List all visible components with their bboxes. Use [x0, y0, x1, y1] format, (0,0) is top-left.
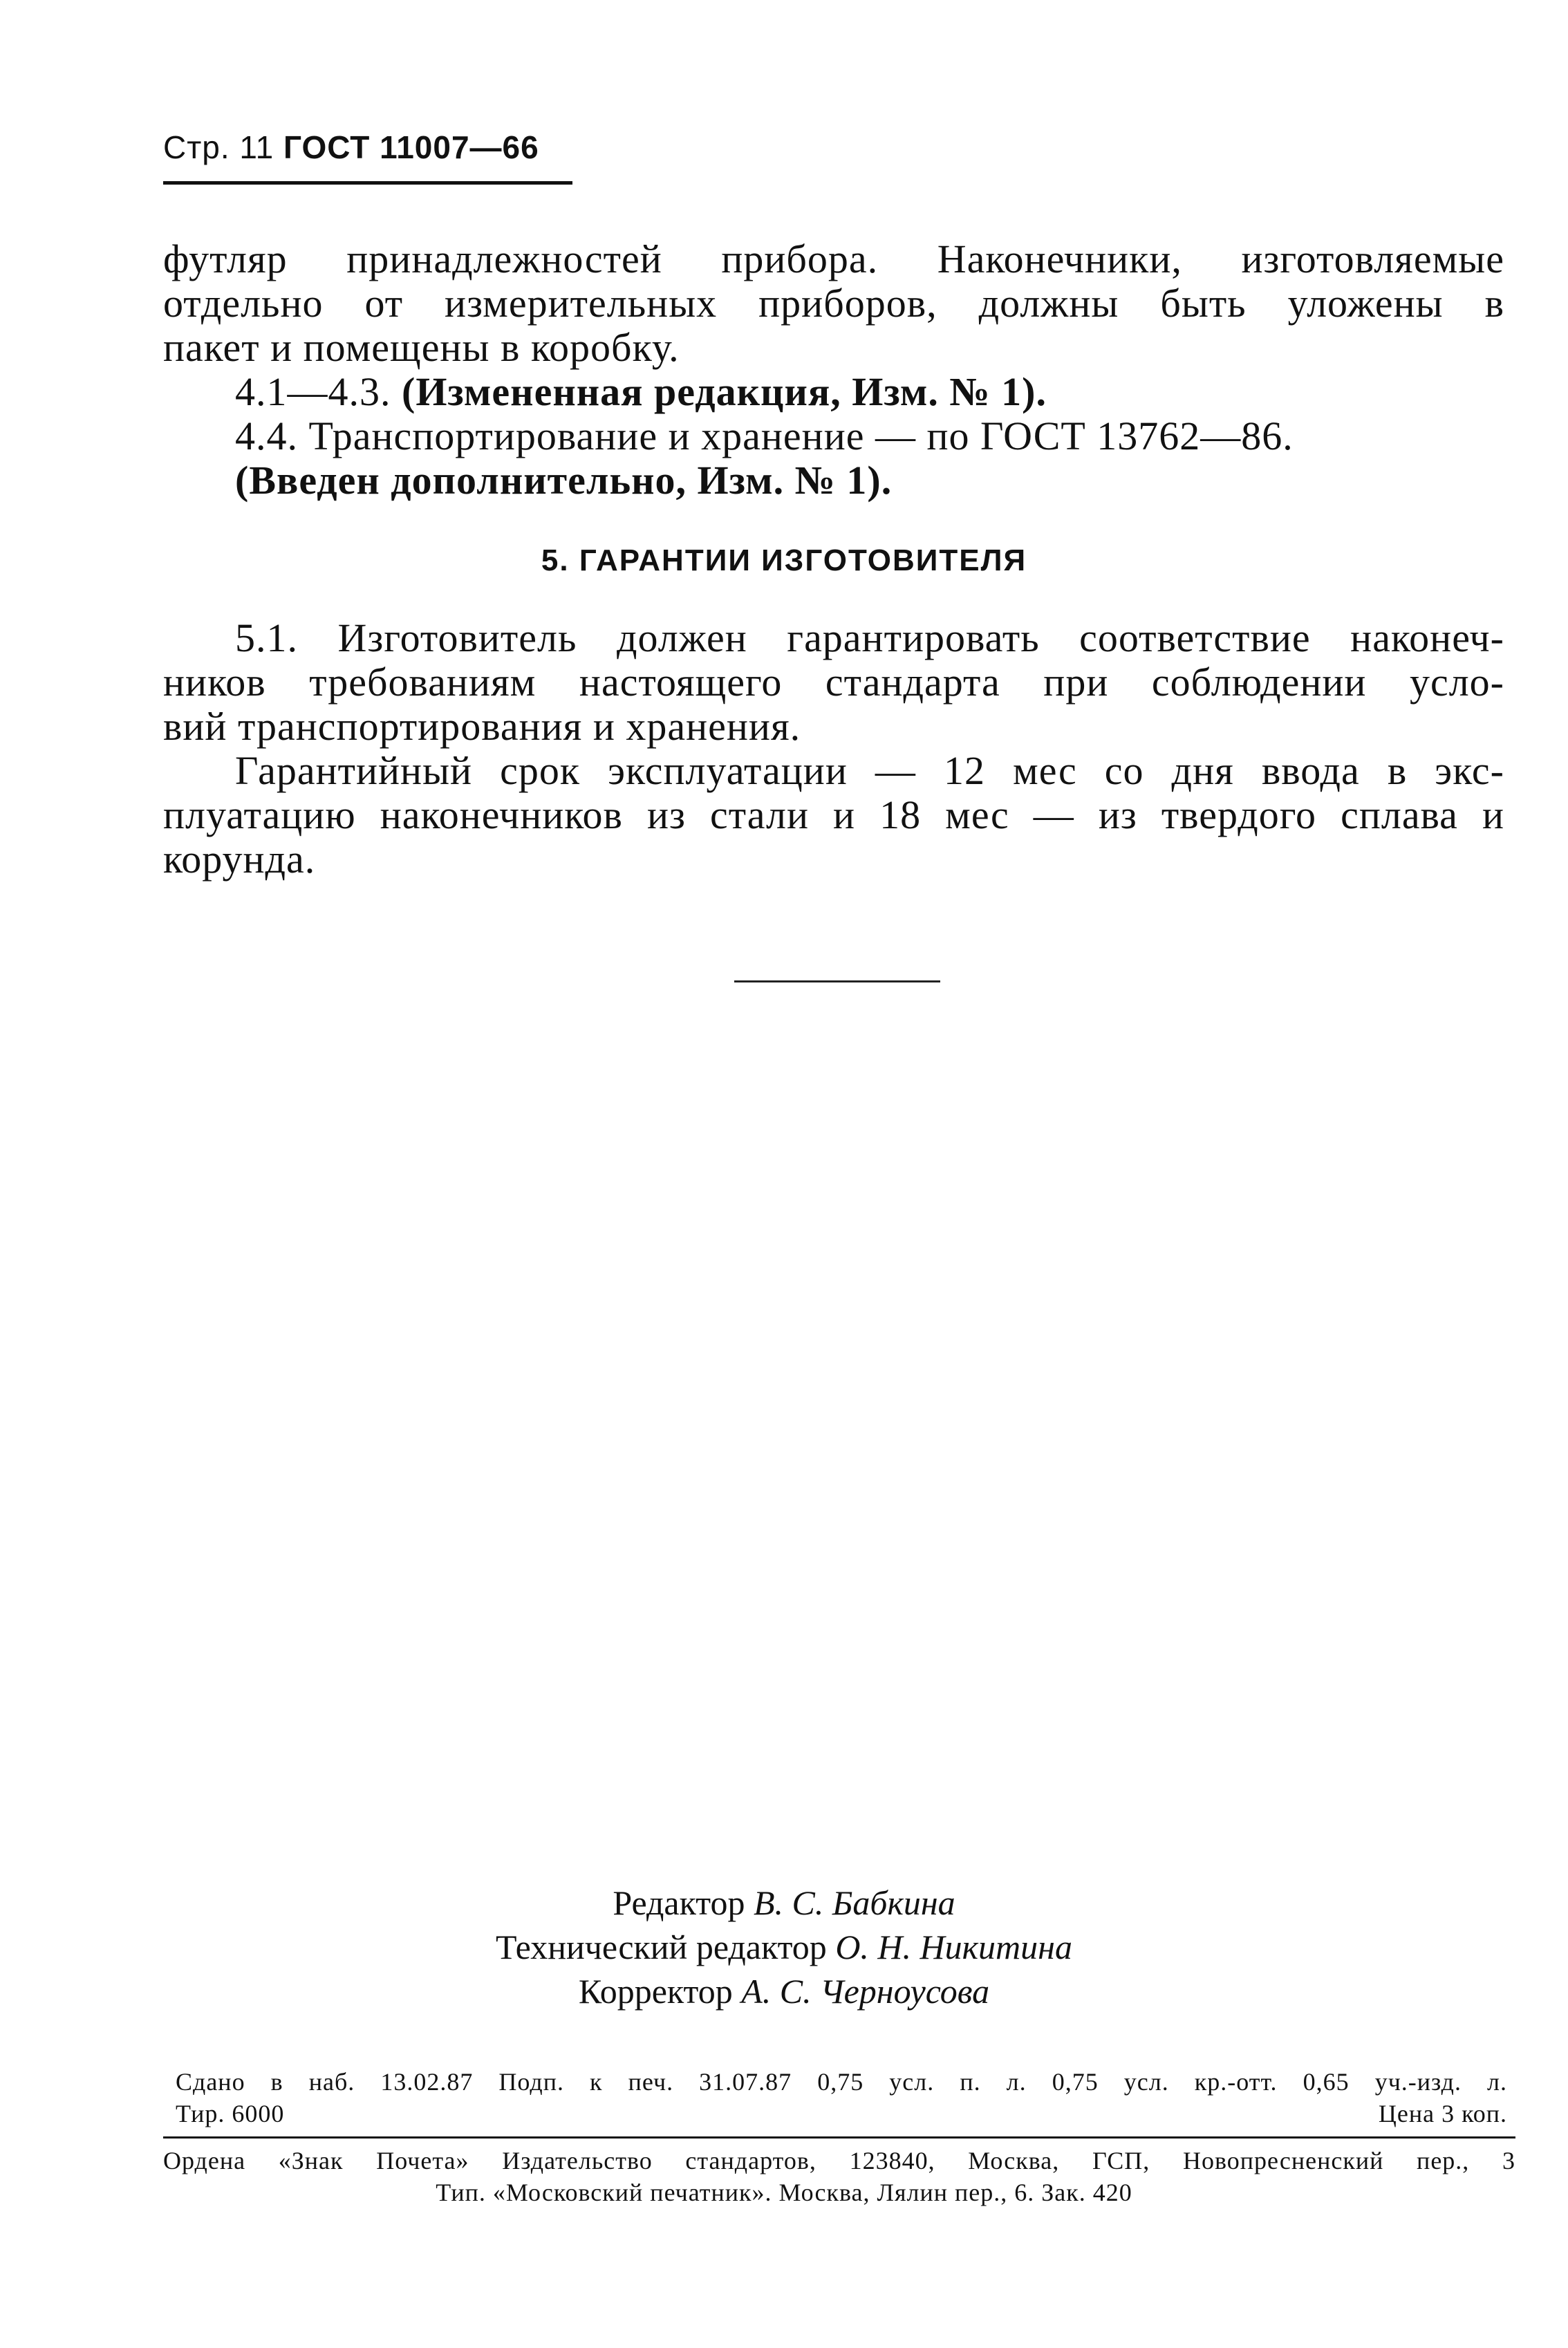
credit-role: Редактор [613, 1883, 745, 1922]
clause-5-1-line: вий транспортирования и хранения. [163, 704, 801, 749]
publisher-line: Ордена «Знак Почета» Издательство стандартов, 123840, Москва, ГСП, Новопресненский пер., 3 [163, 2147, 1515, 2174]
imprint-line: Сдано в наб. 13.02.87 Подп. к печ. 31.07.87 0,75 усл. п. л. 0,75 усл. кр.-отт. 0,65 уч.-изд. л. [176, 2068, 1507, 2096]
credit-name: О. Н. Никитина [835, 1928, 1072, 1966]
imprint-circulation: Тир. 6000 [176, 2100, 285, 2127]
amendment-text: (Измененная редакция, Изм. № 1). [402, 369, 1047, 414]
credit-role: Технический редактор [496, 1928, 827, 1966]
credit-corrector [0, 1969, 1568, 2013]
end-rule [734, 980, 940, 982]
clause-4-4: 4.4. Транспортирование и хранение — по ГОСТ 13762—86. [235, 413, 1294, 458]
warranty-line: Гарантийный срок эксплуатации — 12 мес со дня ввода в экс- [235, 748, 1504, 793]
amendment-note-2: (Введен дополнительно, Изм. № 1). [235, 458, 893, 503]
header-rule [163, 181, 572, 185]
warranty-line: плуатацию наконечников из стали и 18 мес — из твердого сплава и [163, 792, 1504, 837]
credit-tech-editor [0, 1925, 1568, 1969]
paragraph-line: футляр принадлежностей прибора. Наконечники, изготовляемые [163, 236, 1504, 281]
paragraph-line: отдельно от измерительных приборов, должны быть уложены в [163, 281, 1504, 326]
standard-number: ГОСТ 11007—66 [283, 129, 539, 165]
page-header [163, 129, 539, 166]
printer-line: Тип. «Московский печатник». Москва, Лялин пер., 6. Зак. 420 [436, 2179, 1132, 2206]
paragraph-line: пакет и помещены в коробку. [163, 325, 680, 370]
credit-name: В. С. Бабкина [753, 1883, 955, 1922]
clause-5-1-line: ников требованиям настоящего стандарта при соблюдении усло- [163, 660, 1504, 705]
warranty-line: корунда. [163, 837, 316, 882]
section-title: 5. ГАРАНТИИ ИЗГОТОВИТЕЛЯ [541, 543, 1027, 577]
page-number: Стр. 11 [163, 129, 274, 165]
clause-ref: 4.1—4.3. [235, 369, 391, 414]
clause-5-1-line: 5.1. Изготовитель должен гарантировать соответствие наконеч- [235, 615, 1504, 660]
credit-name: А. С. Черноусова [741, 1972, 990, 2011]
credit-editor [0, 1881, 1568, 1925]
amendment-note [235, 371, 1047, 413]
credit-role: Корректор [578, 1972, 733, 2011]
imprint-rule [163, 2136, 1515, 2139]
imprint-price: Цена 3 коп. [1378, 2100, 1507, 2127]
